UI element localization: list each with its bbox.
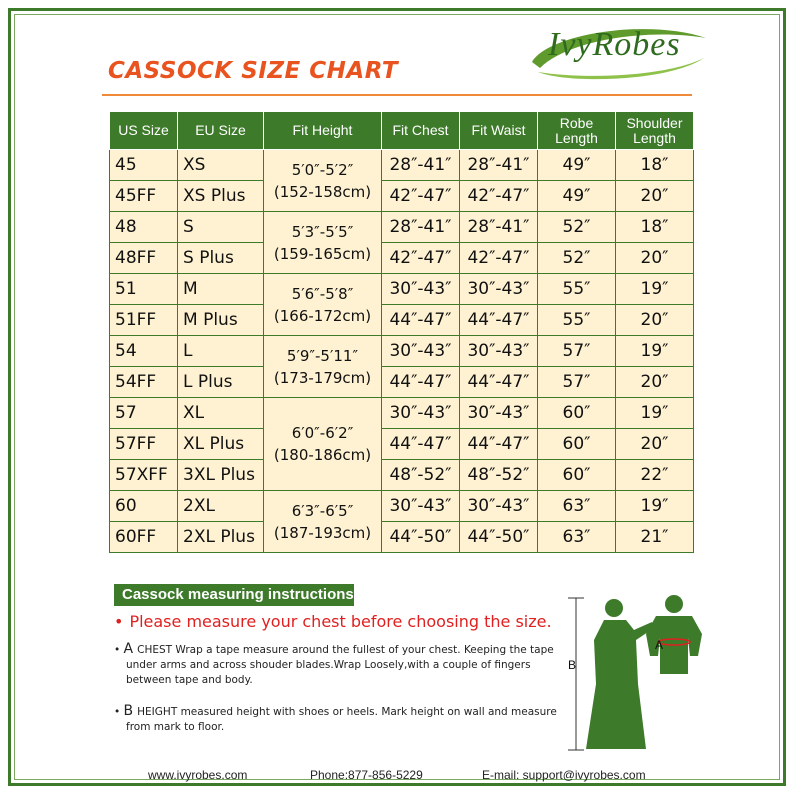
- us-size-cell: 54: [110, 336, 178, 367]
- fit-waist-cell: 30″-43″: [460, 491, 538, 522]
- fit-chest-cell: 44″-47″: [382, 367, 460, 398]
- robe-length-cell: 49″: [538, 150, 616, 181]
- fit-waist-cell: 48″-52″: [460, 460, 538, 491]
- instruction-a-letter: A: [123, 641, 134, 657]
- fit-waist-cell: 30″-43″: [460, 274, 538, 305]
- footer-phone: Phone:877-856-5229: [310, 768, 423, 782]
- eu-size-cell: S: [178, 212, 264, 243]
- shoulder-length-cell: 19″: [616, 491, 694, 522]
- col-fit-chest: Fit Chest: [382, 112, 460, 150]
- robe-length-cell: 63″: [538, 491, 616, 522]
- table-row: [110, 460, 694, 491]
- us-size-cell: 60FF: [110, 522, 178, 553]
- robe-length-cell: 57″: [538, 336, 616, 367]
- fit-chest-cell: 44″-47″: [382, 429, 460, 460]
- bullet-icon: •: [114, 644, 121, 656]
- table-row: [110, 522, 694, 553]
- bullet-icon: •: [114, 612, 124, 631]
- table-row: [110, 429, 694, 460]
- fit-waist-cell: 44″-50″: [460, 522, 538, 553]
- us-size-cell: 57XFF: [110, 460, 178, 491]
- us-size-cell: 51: [110, 274, 178, 305]
- shoulder-length-cell: 18″: [616, 212, 694, 243]
- eu-size-cell: S Plus: [178, 243, 264, 274]
- us-size-cell: 51FF: [110, 305, 178, 336]
- fit-chest-cell: 44″-50″: [382, 522, 460, 553]
- shoulder-length-cell: 20″: [616, 367, 694, 398]
- shoulder-length-cell: 19″: [616, 336, 694, 367]
- eu-size-cell: 3XL Plus: [178, 460, 264, 491]
- eu-size-cell: XS Plus: [178, 181, 264, 212]
- fit-waist-cell: 44″-47″: [460, 429, 538, 460]
- fit-waist-cell: 42″-47″: [460, 181, 538, 212]
- eu-size-cell: XS: [178, 150, 264, 181]
- eu-size-cell: M Plus: [178, 305, 264, 336]
- table-header-row: [110, 112, 694, 150]
- table-row: [110, 336, 694, 367]
- table-row: [110, 491, 694, 522]
- shoulder-length-cell: 21″: [616, 522, 694, 553]
- fit-waist-cell: 30″-43″: [460, 398, 538, 429]
- us-size-cell: 57: [110, 398, 178, 429]
- col-us-size: US Size: [110, 112, 178, 150]
- bullet-icon: •: [114, 706, 121, 718]
- robe-length-cell: 60″: [538, 429, 616, 460]
- fit-waist-cell: 44″-47″: [460, 367, 538, 398]
- eu-size-cell: M: [178, 274, 264, 305]
- chest-label: A: [655, 638, 664, 652]
- fit-chest-cell: 30″-43″: [382, 491, 460, 522]
- fit-chest-cell: 28″-41″: [382, 150, 460, 181]
- size-chart-table: [109, 111, 694, 553]
- robe-length-cell: 55″: [538, 274, 616, 305]
- fit-waist-cell: 42″-47″: [460, 243, 538, 274]
- fit-chest-cell: 30″-43″: [382, 274, 460, 305]
- footer-website[interactable]: www.ivyrobes.com: [148, 768, 248, 782]
- eu-size-cell: 2XL Plus: [178, 522, 264, 553]
- instruction-b-letter: B: [123, 703, 134, 719]
- robe-length-cell: 60″: [538, 460, 616, 491]
- shoulder-length-cell: 20″: [616, 429, 694, 460]
- shoulder-length-cell: 19″: [616, 274, 694, 305]
- instruction-b: [114, 704, 566, 735]
- instructions-heading: Cassock measuring instructions: [114, 584, 354, 606]
- table-row: [110, 398, 694, 429]
- footer-email[interactable]: E-mail: support@ivyrobes.com: [482, 768, 646, 782]
- fit-height-cell: 6′3″-6′5″ (187-193cm): [264, 491, 382, 553]
- table-row: [110, 150, 694, 181]
- shoulder-length-cell: 18″: [616, 150, 694, 181]
- eu-size-cell: XL: [178, 398, 264, 429]
- us-size-cell: 45FF: [110, 181, 178, 212]
- robe-length-cell: 60″: [538, 398, 616, 429]
- robe-length-cell: 49″: [538, 181, 616, 212]
- fit-chest-cell: 42″-47″: [382, 243, 460, 274]
- instruction-a-text: CHEST Wrap a tape measure around the fullest of your chest. Keeping the tape under arms and across shouder blades.Wrap Loosely,with a couple of fingers between tape and body.: [126, 644, 554, 686]
- fit-chest-cell: 48″-52″: [382, 460, 460, 491]
- measurement-figure-illustration: [556, 594, 706, 754]
- table-row: [110, 274, 694, 305]
- robe-length-cell: 63″: [538, 522, 616, 553]
- fit-height-cell: 6′0″-6′2″ (180-186cm): [264, 398, 382, 491]
- fit-chest-cell: 30″-43″: [382, 336, 460, 367]
- fit-waist-cell: 44″-47″: [460, 305, 538, 336]
- robe-length-cell: 55″: [538, 305, 616, 336]
- table-row: [110, 212, 694, 243]
- fit-waist-cell: 28″-41″: [460, 150, 538, 181]
- col-robe-length: Robe Length: [538, 112, 616, 150]
- instruction-a: [114, 642, 566, 688]
- fit-chest-cell: 28″-41″: [382, 212, 460, 243]
- us-size-cell: 57FF: [110, 429, 178, 460]
- col-fit-waist: Fit Waist: [460, 112, 538, 150]
- eu-size-cell: 2XL: [178, 491, 264, 522]
- fit-chest-cell: 30″-43″: [382, 398, 460, 429]
- height-label: B: [568, 658, 577, 672]
- col-fit-height: Fit Height: [264, 112, 382, 150]
- eu-size-cell: XL Plus: [178, 429, 264, 460]
- fit-height-cell: 5′6″-5′8″ (166-172cm): [264, 274, 382, 336]
- col-shoulder-length: Shoulder Length: [616, 112, 694, 150]
- us-size-cell: 48: [110, 212, 178, 243]
- eu-size-cell: L Plus: [178, 367, 264, 398]
- fit-height-cell: 5′3″-5′5″ (159-165cm): [264, 212, 382, 274]
- fit-chest-cell: 42″-47″: [382, 181, 460, 212]
- robe-length-cell: 52″: [538, 212, 616, 243]
- fit-chest-cell: 44″-47″: [382, 305, 460, 336]
- robe-length-cell: 57″: [538, 367, 616, 398]
- page-title: CASSOCK SIZE CHART: [108, 58, 399, 84]
- shoulder-length-cell: 22″: [616, 460, 694, 491]
- table-row: [110, 243, 694, 274]
- fit-waist-cell: 28″-41″: [460, 212, 538, 243]
- robe-length-cell: 52″: [538, 243, 616, 274]
- shoulder-length-cell: 20″: [616, 243, 694, 274]
- us-size-cell: 48FF: [110, 243, 178, 274]
- us-size-cell: 45: [110, 150, 178, 181]
- fit-height-cell: 5′0″-5′2″ (152-158cm): [264, 150, 382, 212]
- col-eu-size: EU Size: [178, 112, 264, 150]
- chest-warning-text: Please measure your chest before choosing the size.: [129, 612, 552, 631]
- chest-warning: [114, 612, 552, 631]
- us-size-cell: 60: [110, 491, 178, 522]
- logo-text: IvyRobes: [548, 26, 681, 63]
- table-row: [110, 367, 694, 398]
- shoulder-length-cell: 19″: [616, 398, 694, 429]
- fit-waist-cell: 30″-43″: [460, 336, 538, 367]
- us-size-cell: 54FF: [110, 367, 178, 398]
- fit-height-cell: 5′9″-5′11″ (173-179cm): [264, 336, 382, 398]
- title-underline: [102, 94, 692, 96]
- instruction-b-text: HEIGHT measured height with shoes or heels. Mark height on wall and measure from mark to floor.: [126, 706, 557, 733]
- table-row: [110, 305, 694, 336]
- eu-size-cell: L: [178, 336, 264, 367]
- table-row: [110, 181, 694, 212]
- shoulder-length-cell: 20″: [616, 305, 694, 336]
- shoulder-length-cell: 20″: [616, 181, 694, 212]
